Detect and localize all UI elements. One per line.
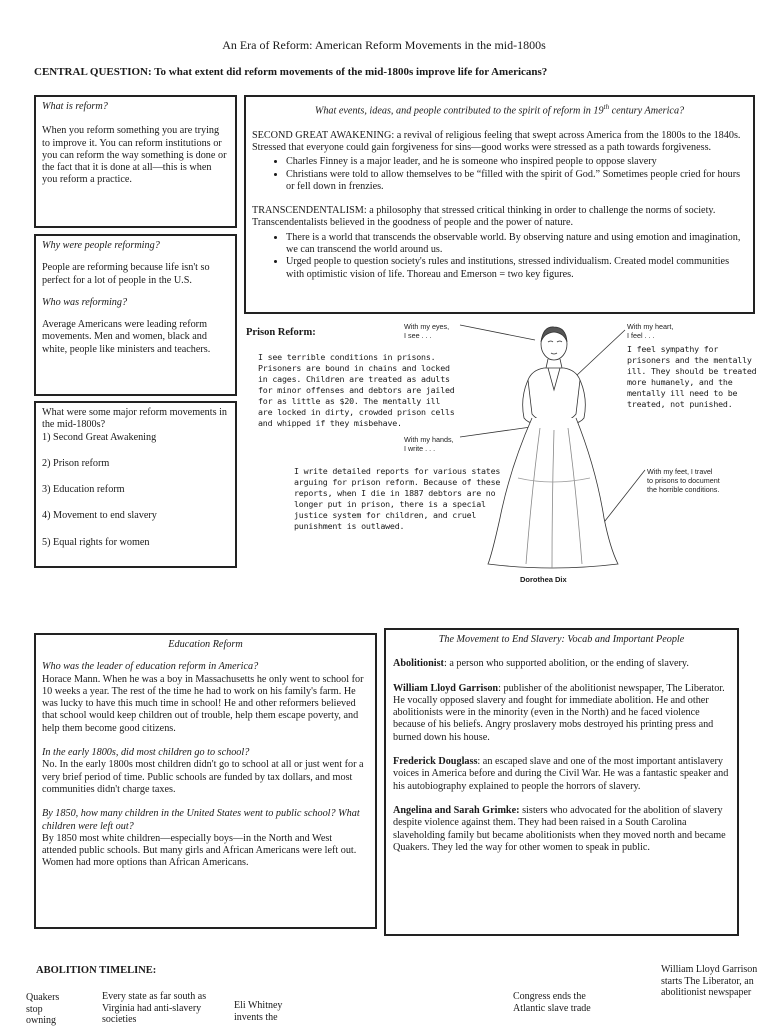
page-title: An Era of Reform: American Reform Movements in the mid-1800s <box>222 38 546 52</box>
prison-reform-heading: Prison Reform: <box>246 327 316 338</box>
vocab-entry: Angelina and Sarah Grimke: sisters who advocated for the abolition of slavery despite violence against them. They had been raised in a South Carolina slaveholding family but became abolitionists when they moved north and became Quakers. They led the way for other women to speak in public. <box>393 804 726 853</box>
what-is-reform-question: What is reform? <box>42 101 108 112</box>
dorothea-dix-caption: Dorothea Dix <box>520 575 567 584</box>
reform-item: 2) Prison reform <box>42 457 110 469</box>
heart-label: With my heart, I feel . . . <box>627 322 674 340</box>
education-question-3: By 1850, how many children in the United States went to public school? What children were left out? <box>42 808 360 832</box>
list-item: • There is a world that transcends the observable world. By observing nature and using emotion and imagination, we can transcend the world around us. <box>286 232 747 257</box>
education-answer-3: By 1850 most white children—especially boys—in the North and West attended public schools. But many girls and African Americans were left out. Women had more options than African Americans. <box>42 832 357 869</box>
education-question-2: In the early 1800s, did most children go to school? <box>42 747 250 759</box>
who-reforming-question: Who was reforming? <box>42 296 128 308</box>
end-slavery-box <box>384 628 739 936</box>
education-reform-box <box>34 633 377 929</box>
timeline-heading: ABOLITION TIMELINE: <box>36 965 157 976</box>
reform-item: 5) Equal rights for women <box>42 536 150 548</box>
timeline-item: Every state as far south as Virginia had anti-slavery societies <box>102 991 207 1025</box>
second-great-awakening: SECOND GREAT AWAKENING: a revival of religious feeling that swept across America from the 1800s to the 1840s. Stressed that everyone could gain forgiveness for sins—good works were stressed as a path towards forgiveness. <box>252 129 741 153</box>
why-reforming-box <box>34 234 237 396</box>
timeline-item: William Lloyd Garrison starts The Liberator, an abolitionist newspaper <box>661 964 758 998</box>
prison-write-text: I write detailed reports for various states arguing for prison reform. Because of these reports, when I die in 1887 debtors are no longer put in prison, there is a special justice system for children, and cruel punishment is outlawed. <box>294 466 501 531</box>
timeline-item: Congress ends the Atlantic slave trade <box>513 991 591 1014</box>
what-is-reform-box <box>34 95 237 228</box>
why-reforming-answer: People are reforming because life isn't so perfect for a lot of people in the U.S. <box>42 262 210 286</box>
central-question: CENTRAL QUESTION: To what extent did reform movements of the mid-1800s improve life for Americans? <box>34 66 548 78</box>
who-reforming-answer: Average Americans were leading reform movements. Men and women, black and white, people like ministers and teachers. <box>42 319 211 355</box>
reform-item: 3) Education reform <box>42 484 125 496</box>
major-reforms-box <box>34 401 237 568</box>
feet-label: With my feet, I travel to prisons to document the horrible conditions. <box>647 467 720 494</box>
why-reforming-question: Why were people reforming? <box>42 240 160 251</box>
spirit-of-reform-box <box>244 95 755 314</box>
education-heading: Education Reform <box>168 639 243 650</box>
dorothea-dix-illustration <box>440 318 660 573</box>
reform-item: 4) Movement to end slavery <box>42 510 157 522</box>
education-answer-2: No. In the early 1800s most children didn't go to school at all or just went for a very brief period of time. Public schools are funded by tax dollars, and most communities didn't charge taxes. <box>42 759 364 795</box>
timeline-item: Quakers stop owning <box>26 992 60 1026</box>
sga-bullets <box>252 156 747 193</box>
eyes-label: With my eyes, I see . . . <box>404 322 450 340</box>
list-item: • Charles Finney is a major leader, and he is someone who inspired people to oppose slavery <box>286 156 747 168</box>
transcendentalism: TRANSCENDENTALISM: a philosophy that stressed critical thinking in order to challenge the norms of society. Transcendentalists believed in the goodness of people and the power of nature. <box>252 205 716 229</box>
vocab-entry: Abolitionist: a person who supported abolition, or the ending of slavery. <box>393 658 689 670</box>
prison-feel-text: I feel sympathy for prisoners and the mentally ill. They should be treated more humanely, and the mentally ill need to be treated, not punished. <box>627 344 757 409</box>
list-item: • Christians were told to allow themselves to be “filled with the spirit of God.” Sometimes people cried for hours or fell down in frenzies. <box>286 169 747 194</box>
what-is-reform-answer: When you reform something you are trying to improve it. You can reform institutions or you can reform the way something is done or the fact that it is done at all—this is when you reform a practice. <box>42 125 227 186</box>
timeline-item: Eli Whitney invents the <box>234 1000 283 1023</box>
list-item: • Urged people to question society's rules and institutions, stressed individualism. Created model communities with optimistic vision of life. Thoreau and Emerson = two key figures. <box>286 256 747 281</box>
education-question-1: Who was the leader of education reform in America? <box>42 661 259 673</box>
transcendentalism-bullets <box>252 232 747 281</box>
prison-see-text: I see terrible conditions in prisons. Prisoners are bound in chains and locked in cages. Children are treated as adults for minor offenses and debtors are jailed for as little as $20. The mentally ill are locked in dirty, crowded prison cells and whipped if they misbehave. <box>258 352 455 428</box>
hands-label: With my hands, I write . . . <box>404 435 454 453</box>
major-reforms-question: What were some major reform movements in the mid-1800s? <box>42 407 228 431</box>
reform-item: 1) Second Great Awakening <box>42 431 157 443</box>
education-answer-1: Horace Mann. When he was a boy in Massachusetts he only went to school for 10 weeks a year. The rest of the time he had to work on his family's farm. He was lucky to have this much time in school! He and other reformers believed that school would keep children out of trouble, help them escape poverty, and help them become good citizens. <box>42 673 364 734</box>
end-slavery-heading: The Movement to End Slavery: Vocab and Important People <box>438 634 685 645</box>
spirit-question: What events, ideas, and people contributed to the spirit of reform in 19th century America? <box>314 103 685 117</box>
vocab-entry: William Lloyd Garrison: publisher of the abolitionist newspaper, The Liberator. He vocally opposed slavery and fought for immediate abolition. He and other abolitionists were in the minority (even in the North) and he faced violence because of his beliefs. Angry proslavery mobs destroyed his printing press and burned down his house. <box>393 682 725 743</box>
vocab-entry: Frederick Douglass: an escaped slave and one of the most important antislavery voices in America before and during the Civil War. He was a fantastic speaker and his autobiography explained to people the horrors of slavery. <box>393 756 729 792</box>
